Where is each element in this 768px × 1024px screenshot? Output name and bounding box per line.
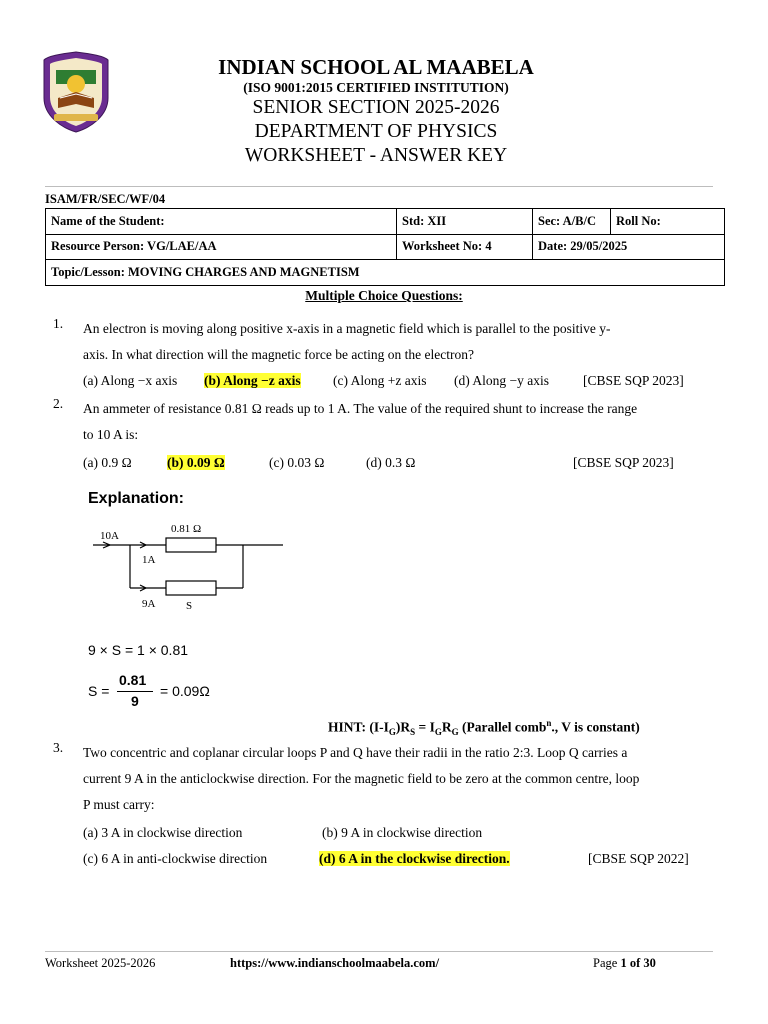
footer-worksheet-label: Worksheet 2025-2026 [45, 956, 156, 970]
equation-2-denominator: 9 [131, 693, 139, 709]
hint-text: HINT: $(I-I_G)R_S = I_GR_G$ (Parallel comb$^n$., V is constant) [328, 718, 640, 738]
shunt-circuit-diagram [88, 518, 298, 618]
circuit-current-in: 10A [100, 530, 119, 542]
worksheet-title: WORKSHEET - ANSWER KEY [244, 145, 508, 166]
q3-source: [CBSE SQP 2022] [588, 851, 689, 866]
circuit-shunt-label: S [186, 600, 193, 612]
equation-2-lhs: S = [88, 683, 110, 699]
equation-1: 9 × S = 1 × 0.81 [88, 642, 189, 658]
q2-number: 2. [53, 396, 64, 411]
equation-2-rhs: = 0.09Ω [160, 683, 210, 699]
resource-person-cell: Resource Person: VG/LAE/AA [46, 234, 397, 260]
q3-text-line1: Two concentric and coplanar circular loops P and Q have their radii in the ratio 2:3. Loop Q carries a [83, 745, 628, 760]
q3-option-d-answer: (d) 6 A in the clockwise direction. [319, 851, 510, 866]
q1-text-line1: An electron is moving along positive x-axis in a magnetic field which is parallel to the positive y- [83, 321, 611, 336]
footer-page-number: Page 1 of 30 [593, 956, 656, 970]
q1-option-c: (c) Along +z axis [333, 373, 427, 388]
roll-cell: Roll No: [611, 209, 725, 235]
student-info-table [45, 208, 725, 286]
student-name-cell: Name of the Student: [46, 209, 397, 235]
q3-option-a: (a) 3 A in clockwise direction [83, 825, 243, 840]
q3-text-line3: P must carry: [83, 797, 155, 812]
explanation-heading: Explanation: [88, 490, 185, 507]
equation-2-numerator: 0.81 [119, 672, 147, 688]
q2-text-line1: An ammeter of resistance 0.81 Ω reads up to 1 A. The value of the required shunt to increase the range [83, 401, 638, 416]
worksheet-no-cell: Worksheet No: 4 [397, 234, 533, 260]
q1-option-a: (a) Along −x axis [83, 373, 178, 388]
q3-option-c: (c) 6 A in anti-clockwise direction [83, 851, 268, 866]
q2-text-line2: to 10 A is: [83, 427, 139, 442]
sec-cell: Sec: A/B/C [533, 209, 611, 235]
section-title: SENIOR SECTION 2025-2026 [252, 97, 500, 118]
q1-text-line2: axis. In what direction will the magnetic force be acting on the electron? [83, 347, 474, 362]
department-title: DEPARTMENT OF PHYSICS [254, 121, 498, 142]
school-name: INDIAN SCHOOL AL MAABELA [218, 55, 534, 79]
q1-number: 1. [53, 316, 64, 331]
circuit-current-top: 1A [142, 554, 156, 566]
q3-number: 3. [53, 740, 64, 755]
q2-source: [CBSE SQP 2023] [573, 455, 674, 470]
q1-option-b-answer: (b) Along −z axis [204, 373, 301, 388]
circuit-resistor-value: 0.81 Ω [171, 523, 202, 535]
footer-website-link[interactable]: https://www.indianschoolmaabela.com/ [230, 956, 440, 970]
q1-source: [CBSE SQP 2023] [583, 373, 684, 388]
equation-2 [88, 672, 248, 712]
fraction-bar [117, 691, 153, 692]
q2-option-c: (c) 0.03 Ω [269, 455, 325, 470]
q2-option-d: (d) 0.3 Ω [366, 455, 416, 470]
q3-option-b: (b) 9 A in clockwise direction [322, 825, 483, 840]
header-divider [45, 186, 713, 187]
mcq-heading: Multiple Choice Questions: [305, 288, 463, 303]
school-logo [40, 50, 112, 134]
q2-option-a: (a) 0.9 Ω [83, 455, 132, 470]
footer-divider [45, 951, 713, 952]
q1-option-d: (d) Along −y axis [454, 373, 549, 388]
q2-option-b-answer: (b) 0.09 Ω [167, 455, 225, 470]
std-cell: Std: XII [397, 209, 533, 235]
certification: (ISO 9001:2015 CERTIFIED INSTITUTION) [243, 80, 509, 95]
date-cell: Date: 29/05/2025 [533, 234, 725, 260]
q3-text-line2: current 9 A in the anticlockwise direction. For the magnetic field to be zero at the common centre, loop [83, 771, 640, 786]
circuit-current-bottom: 9A [142, 598, 156, 610]
topic-cell: Topic/Lesson: MOVING CHARGES AND MAGNETISM [46, 260, 725, 286]
document-code: ISAM/FR/SEC/WF/04 [45, 192, 166, 206]
